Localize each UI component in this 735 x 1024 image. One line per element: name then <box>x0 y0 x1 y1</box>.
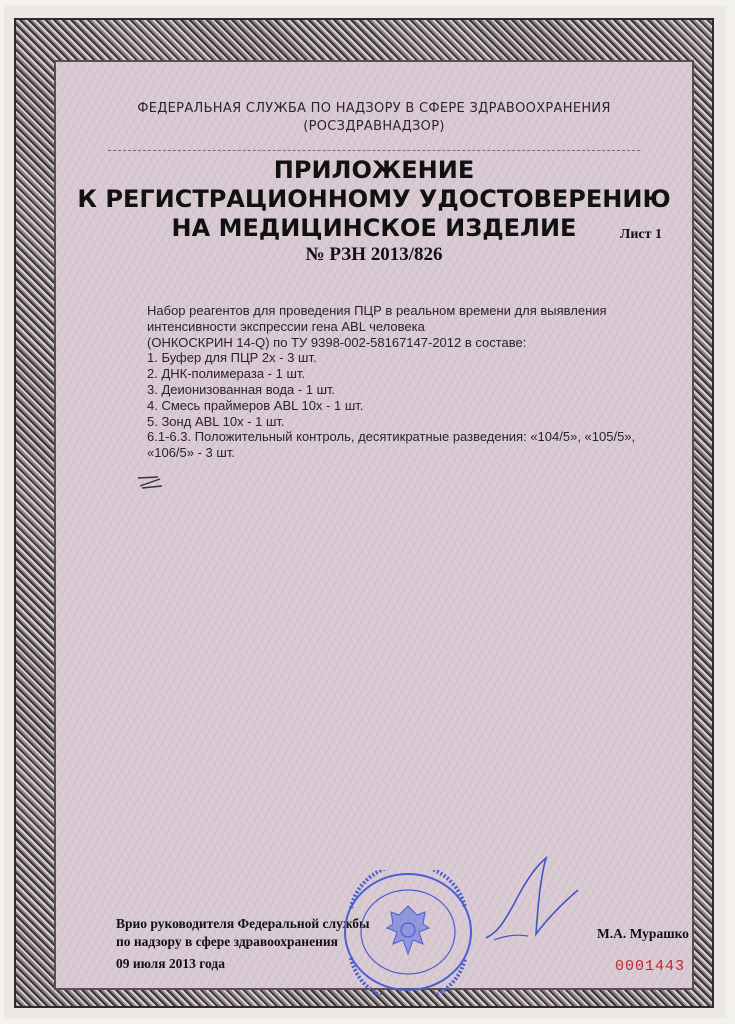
decorative-border <box>14 18 714 1008</box>
sheet-label: Лист 1 <box>619 227 662 242</box>
serial-number: 0001443 <box>615 958 686 975</box>
description-line: 6.1-6.3. Положительный контроль, десятикратные разведения: «104/5», «105/5», <box>147 429 636 445</box>
certificate-body <box>56 62 692 988</box>
document-sheet <box>4 6 726 1018</box>
signatory-title <box>116 915 370 951</box>
description-line: 4. Смесь праймеров ABL 10х - 1 шт. <box>147 397 364 413</box>
agency-header <box>56 100 692 136</box>
signatory-title-line-1: Врио руководителя Федеральной службы <box>116 916 370 931</box>
handwritten-signature <box>478 852 588 952</box>
description-line: интенсивности экспрессии гена ABL человека <box>147 318 425 334</box>
description-line: Набор реагентов для проведения ПЦР в реальном времени для выявления <box>147 303 607 318</box>
issue-date: 09 июля 2013 года <box>116 956 225 971</box>
registration-number: № РЗН 2013/826 <box>305 244 443 265</box>
header-divider <box>108 150 640 151</box>
agency-name: ФЕДЕРАЛЬНАЯ СЛУЖБА ПО НАДЗОРУ В СФЕРЕ ЗДРАВООХРАНЕНИЯ <box>137 101 611 116</box>
description-line: 1. Буфер для ПЦР 2х - 3 шт. <box>147 350 317 366</box>
signatory-title-line-2: по надзору в сфере здравоохранения <box>116 934 338 949</box>
official-seal-icon <box>341 870 476 995</box>
agency-abbreviation: (РОСЗДРАВНАДЗОР) <box>303 119 445 134</box>
title-line-2: К РЕГИСТРАЦИОННОМУ УДОСТОВЕРЕНИЮ <box>77 185 671 213</box>
description-line: 3. Деионизованная вода - 1 шт. <box>147 381 336 397</box>
end-mark-icon <box>136 472 166 492</box>
description-line: 5. Зонд ABL 10х - 1 шт. <box>147 413 285 429</box>
product-description <box>147 303 667 461</box>
signatory-name: М.А. Мурашко <box>597 926 689 941</box>
description-line: «106/5» - 3 шт. <box>147 445 235 461</box>
description-line: (ОНКОСКРИН 14-Q) по ТУ 9398-002-58167147-2012 в составе: <box>147 334 527 350</box>
document-title <box>56 156 692 243</box>
description-line: 2. ДНК-полимераза - 1 шт. <box>147 366 305 382</box>
title-line-1: ПРИЛОЖЕНИЕ <box>273 156 475 184</box>
title-line-3: НА МЕДИЦИНСКОЕ ИЗДЕЛИЕ <box>171 214 577 242</box>
